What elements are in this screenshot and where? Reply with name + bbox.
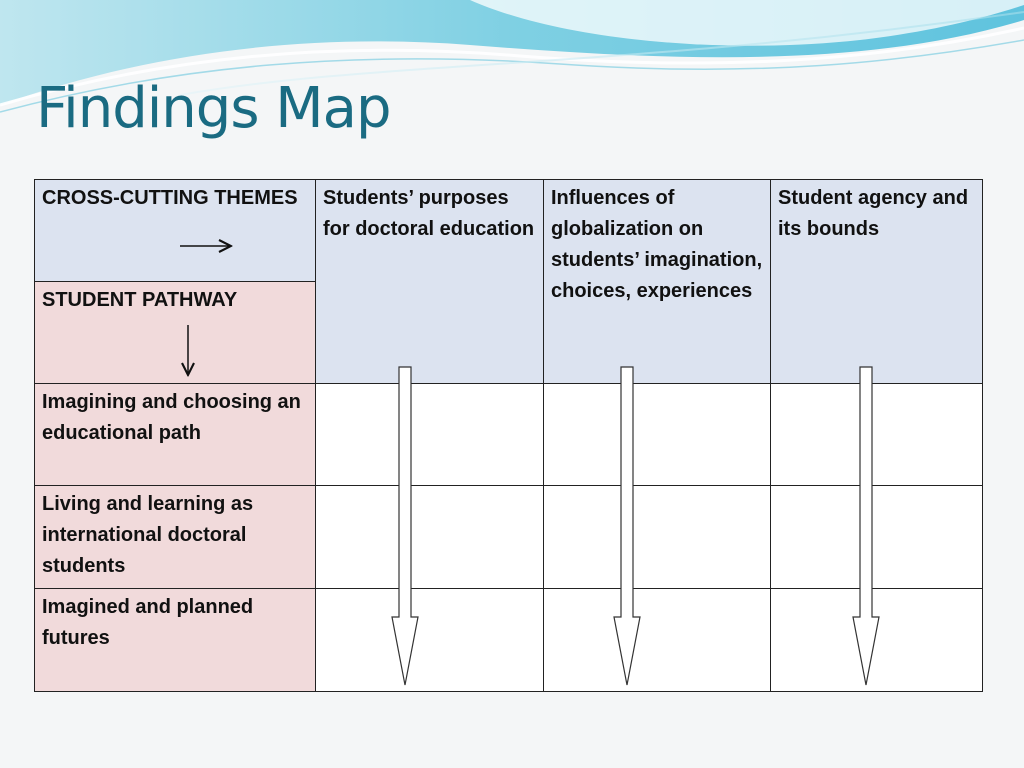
table-cell bbox=[316, 589, 544, 692]
table-cell bbox=[771, 384, 983, 486]
table-cell bbox=[316, 486, 544, 589]
findings-map-table bbox=[34, 179, 983, 692]
table-cell bbox=[544, 384, 771, 486]
cross-cutting-themes-label: CROSS-CUTTING THEMES bbox=[42, 187, 298, 209]
slide-title: Findings Map bbox=[36, 76, 391, 141]
student-pathway-label: STUDENT PATHWAY bbox=[42, 289, 238, 311]
pathway-row-3: Imagined and planned futures bbox=[35, 589, 316, 692]
theme-header-2: Influences of globalization on students’ imagination, choices, experiences bbox=[544, 180, 771, 384]
table-cell bbox=[771, 486, 983, 589]
pathway-row-1: Imagining and choosing an educational path bbox=[35, 384, 316, 486]
student-pathway-cell bbox=[35, 282, 316, 384]
pathway-row-2: Living and learning as international doctoral students bbox=[35, 486, 316, 589]
table-cell bbox=[771, 589, 983, 692]
table-cell bbox=[544, 589, 771, 692]
cross-cutting-themes-cell bbox=[35, 180, 316, 282]
theme-header-1: Students’ purposes for doctoral education bbox=[316, 180, 544, 384]
table-cell bbox=[316, 384, 544, 486]
table-cell bbox=[544, 486, 771, 589]
theme-header-3: Student agency and its bounds bbox=[771, 180, 983, 384]
